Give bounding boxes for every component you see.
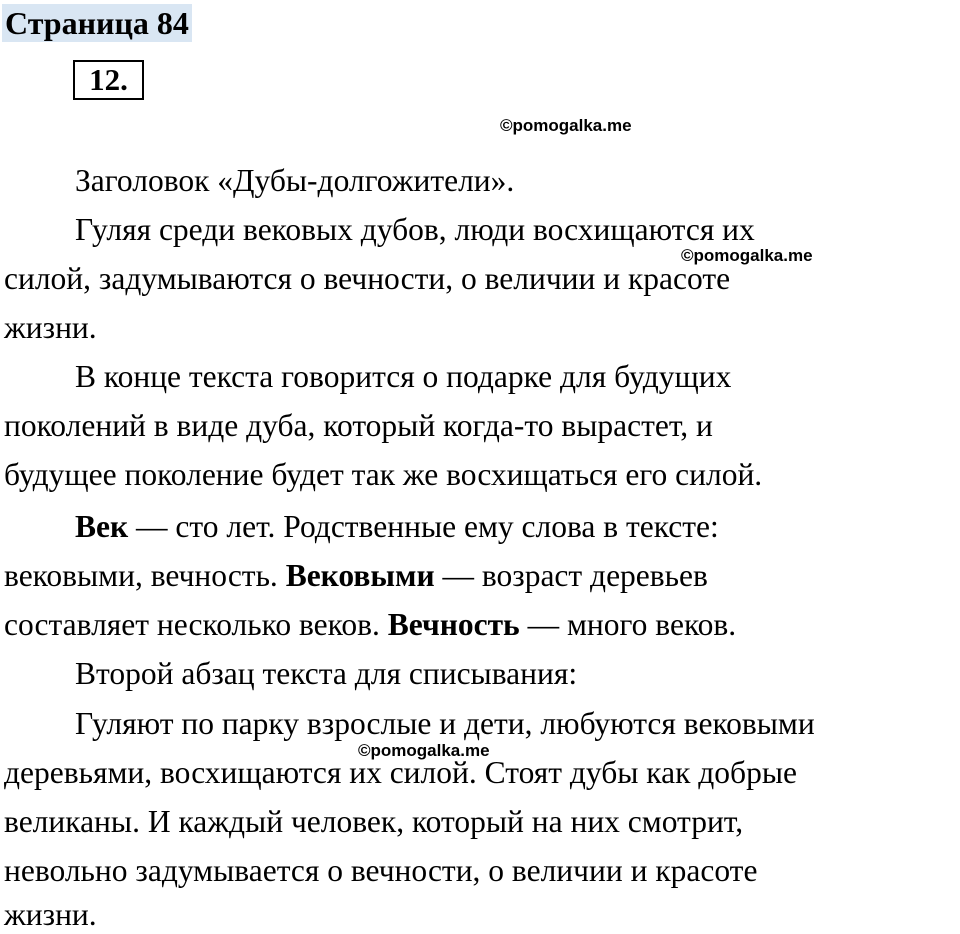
text-line	[4, 557, 708, 595]
text-line: Второй абзац текста для списывания:	[75, 656, 578, 691]
text-line: великаны. И каждый человек, который на них смотрит,	[4, 804, 744, 839]
text-line: жизни.	[4, 310, 97, 345]
watermark: ©pomogalka.me	[358, 741, 490, 760]
bold-term: Вечность	[387, 607, 520, 642]
bold-term: Век	[75, 509, 129, 544]
text-line	[75, 508, 719, 546]
text-line	[4, 606, 736, 644]
watermark: ©pomogalka.me	[681, 246, 813, 265]
text-line: Гуляя среди вековых дубов, люди восхищаются их	[75, 212, 755, 247]
text-line: деревьями, восхищаются их силой. Стоят дубы как добрые	[4, 755, 797, 790]
text-run: — возраст деревьев	[434, 558, 708, 593]
text-run: составляет несколько веков.	[4, 607, 388, 642]
page-title: Страница 84	[2, 4, 192, 42]
text-line: невольно задумывается о вечности, о величии и красоте	[4, 853, 758, 888]
text-run: — сто лет. Родственные ему слова в тексте:	[128, 509, 719, 544]
task-number-box: 12.	[73, 60, 144, 100]
bold-term: Вековыми	[285, 558, 435, 593]
text-line: поколений в виде дуба, который когда-то вырастет, и	[4, 408, 713, 443]
text-line: силой, задумываются о вечности, о величии и красоте	[4, 261, 731, 296]
text-line: Гуляют по парку взрослые и дети, любуются вековыми	[75, 706, 815, 741]
text-line: В конце текста говорится о подарке для будущих	[75, 359, 732, 394]
watermark: ©pomogalka.me	[500, 116, 632, 135]
text-line: будущее поколение будет так же восхищаться его силой.	[4, 457, 763, 492]
text-run: — много веков.	[519, 607, 737, 642]
text-line: жизни.	[4, 897, 97, 932]
text-line: Заголовок «Дубы-долгожители».	[75, 163, 515, 198]
text-run: вековыми, вечность.	[4, 558, 286, 593]
